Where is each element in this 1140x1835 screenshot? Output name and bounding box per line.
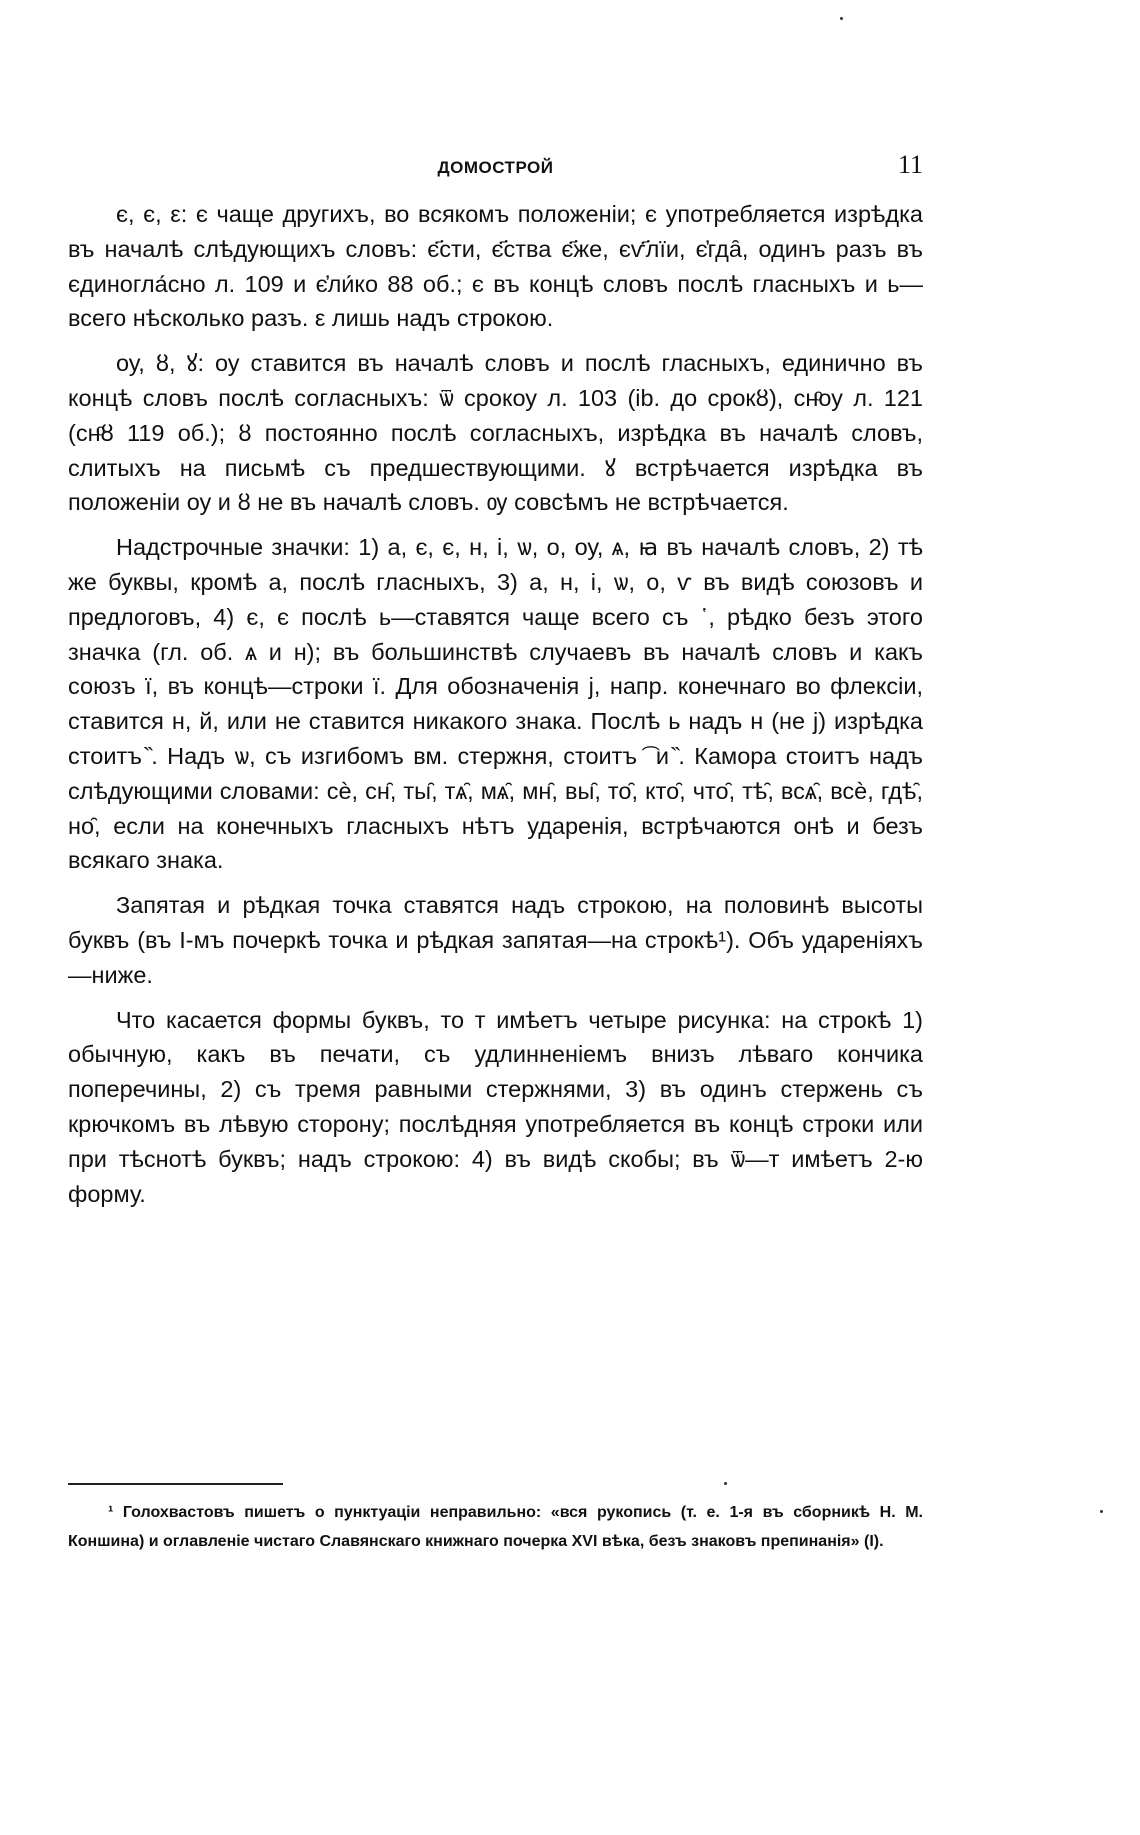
main-text (68, 197, 923, 1221)
paragraph-letter-forms: Что касается формы буквъ, то т имѣетъ четыре рисунка: на строкѣ 1) обычную, какъ въ печати, съ удлинненіемъ внизъ лѣваго кончика поперечины, 2) съ тремя равными стержнями, 3) въ одинъ стержень съ крючкомъ въ лѣвую сторону; послѣдняя употребляется въ концѣ строки или при тѣснотѣ буквъ; надъ строкою: 4) въ видѣ скобы; въ ѿ—т имѣетъ 2-ю форму. (68, 1006, 923, 1207)
paragraph-punctuation: Запятая и рѣдкая точка ставятся надъ строкою, на половинѣ высоты буквъ (въ I-мъ почеркѣ точка и рѣдкая запятая—на строкѣ¹). Объ удареніяхъ—ниже. (68, 892, 923, 988)
running-title: ДОМОСТРОЙ (437, 158, 554, 177)
page-number: 11 (897, 150, 923, 179)
paragraph-ou-letters: оу, ȣ, ꙋ: оу ставится въ началѣ словъ и послѣ гласныхъ, единично въ концѣ словъ послѣ согласныхъ: ѿ срокоу л. 103 (ib. до срокȣ), снͦоу л. 121 (снͦȣ 119 об.); ȣ постоянно послѣ согласныхъ, изрѣдка въ началѣ словъ, слитыхъ на письмѣ съ предшествующими. ꙋ встрѣчается изрѣдка въ положеніи оу и ȣ не въ началѣ словъ. ѹ совсѣмъ не встрѣчается. (68, 350, 923, 516)
scan-speck (1100, 1510, 1103, 1513)
scan-speck (724, 1482, 727, 1485)
scan-speck (840, 17, 843, 20)
paragraph-superscript-marks: Надстрочные значки: 1) а, є, є, н, і, ѡ, о, оу, ѧ, ꙗ въ началѣ словъ, 2) тѣ же буквы, кромѣ а, послѣ гласныхъ, 3) а, н, і, ѡ, о, ѵ въ видѣ союзовъ и предлоговъ, 4) є, є послѣ ь—ставятся чаще всего съ ῾, рѣдко безъ этого значка (гл. об. ѧ и н); въ большинствѣ случаевъ въ началѣ словъ и какъ союзъ ї, въ концѣ—строки ї. Для обозначенія j, напр. конечнаго во флексіи, ставится н, й, или не ставится никакого знака. Послѣ ь надъ н (не j) изрѣдка стоитъ ̏. Надъ ѡ, съ изгибомъ вм. стержня, стоитъ ͡ и ̏. Камора стоитъ надъ слѣдующими словами: сѐ, сн̑, ты̑, тѧ̑, мѧ̑, мн̑, вы̑, то̑, кто̑, что̑, тѣ̑, всѧ̑, всѐ, гдѣ̑, но̑, если на конечныхъ гласныхъ нѣтъ ударенія, встрѣчаются онѣ и безъ всякаго знака. (68, 534, 923, 874)
paragraph-e-letters: є, є, ε: є чаще другихъ, во всякомъ положеніи; є употребляется изрѣдка въ началѣ слѣдующихъ словъ: є҃сти, є҃ства є҃же, єѵ҃лїи, є҆гдȃ, одинъ разъ въ єдиногла́сно л. 109 и є҆ли́ко 88 об.; є въ концѣ словъ послѣ гласныхъ и ь—всего нѣсколько разъ. ε лишь надъ строкою. (68, 201, 923, 332)
page-header (68, 150, 923, 184)
footnote-divider (68, 1483, 283, 1485)
footnote: ¹ Голохвастовъ пишетъ о пунктуаціи неправильно: «вся рукопись (т. е. 1-я въ сборникѣ Н. М. Коншина) и оглавленіе чистаго Славянскаго книжнаго почерка XVI вѣка, безъ знаковъ препинанія» (I). (68, 1504, 923, 1550)
